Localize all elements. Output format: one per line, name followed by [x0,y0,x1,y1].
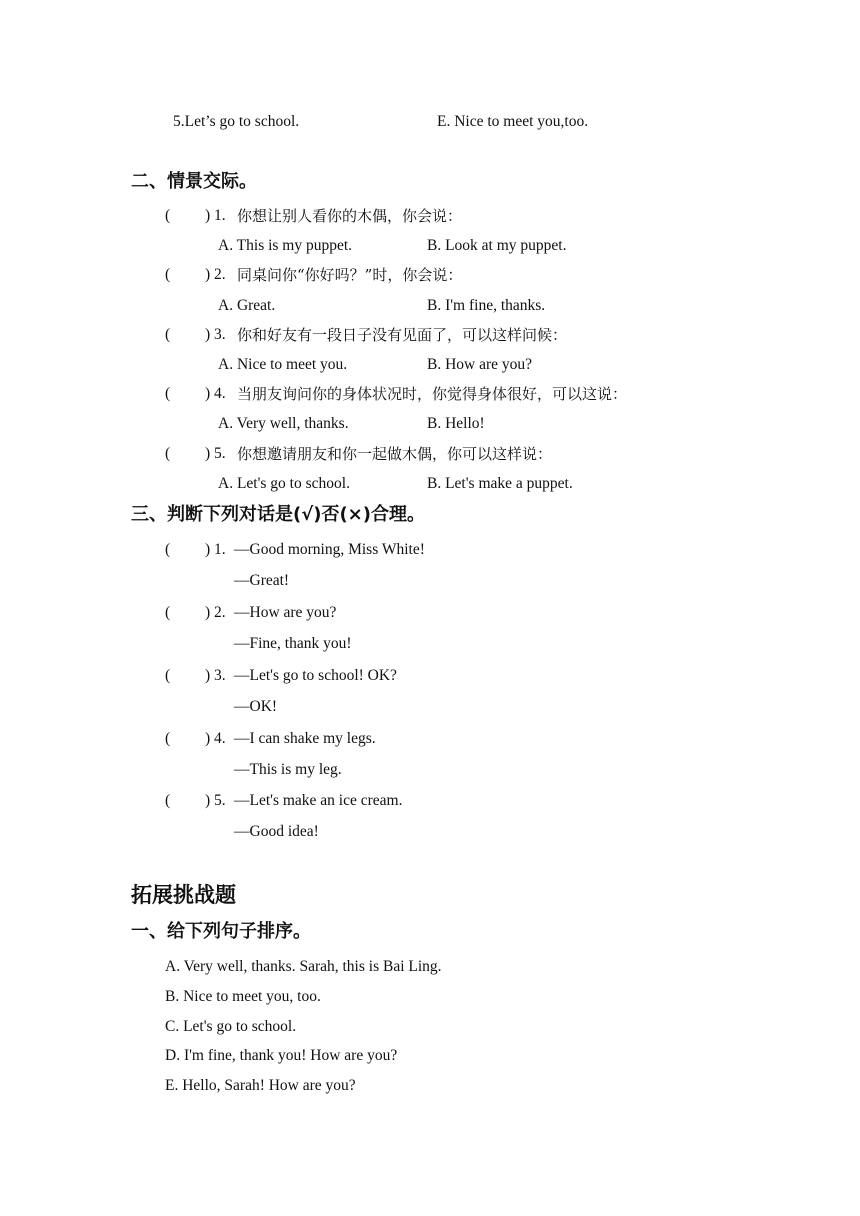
option-b: B. Hello! [427,415,485,432]
question-number: ) 1. [205,541,226,558]
answer-paren-open[interactable]: ( [165,730,171,747]
option-b: B. How are you? [427,356,533,373]
option-a: A. Great. [218,297,276,314]
question-text: 当朋友询问你的身体状况时，你觉得身体很好，可以这说： [237,385,628,403]
answer-paren-open[interactable]: ( [165,792,171,809]
option-b: B. Look at my puppet. [427,237,567,254]
answer-paren-open[interactable]: ( [165,604,171,621]
question-text: 你想邀请朋友和你一起做木偶，你可以这样说： [237,445,553,463]
question-number: ) 5. [205,445,226,462]
dialogue-line-2: —Good idea! [234,823,319,840]
answer-paren-open[interactable]: ( [165,385,171,402]
section-3-title: 三、判断下列对话是(√)否(×)合理。 [131,504,425,525]
sentence-e: E. Hello, Sarah! How are you? [165,1077,356,1094]
answer-paren-open[interactable]: ( [165,266,171,283]
option-a: A. Let's go to school. [218,475,350,492]
question-number: ) 3. [205,326,226,343]
dialogue-line-2: —OK! [234,698,278,715]
question-text: 同桌问你“你好吗？”时，你会说： [237,266,463,284]
option-b: B. Let's make a puppet. [427,475,573,492]
dialogue-line-1: —Good morning, Miss White! [234,541,425,558]
option-a: A. This is my puppet. [218,237,353,254]
dialogue-line-2: —Fine, thank you! [234,635,352,652]
dialogue-line-1: —How are you? [234,604,337,621]
question-number: ) 2. [205,604,226,621]
sentence-b: B. Nice to meet you, too. [165,988,321,1005]
dialogue-line-2: —Great! [234,572,290,589]
answer-paren-open[interactable]: ( [165,667,171,684]
question-text: 你想让别人看你的木偶，你会说： [237,207,463,225]
question-number: ) 4. [205,385,226,402]
dialogue-line-2: —This is my leg. [234,761,342,778]
matching-option-e: E. Nice to meet you,too. [437,113,589,130]
question-number: ) 1. [205,207,226,224]
section-2-title: 二、情景交际。 [131,171,257,192]
dialogue-line-1: —I can shake my legs. [234,730,376,747]
extension-title: 拓展挑战题 [131,883,236,907]
question-number: ) 2. [205,266,226,283]
extension-section-1-title: 一、给下列句子排序。 [131,921,311,942]
dialogue-line-1: —Let's go to school! OK? [234,667,397,684]
dialogue-line-1: —Let's make an ice cream. [234,792,403,809]
option-b: B. I'm fine, thanks. [427,297,546,314]
sentence-a: A. Very well, thanks. Sarah, this is Bai Ling. [165,958,442,975]
answer-paren-open[interactable]: ( [165,445,171,462]
sentence-d: D. I'm fine, thank you! How are you? [165,1047,398,1064]
answer-paren-open[interactable]: ( [165,207,171,224]
answer-paren-open[interactable]: ( [165,541,171,558]
question-number: ) 5. [205,792,226,809]
question-text: 你和好友有一段日子没有见面了，可以这样问候： [237,326,568,344]
question-number: ) 4. [205,730,226,747]
option-a: A. Nice to meet you. [218,356,348,373]
option-a: A. Very well, thanks. [218,415,349,432]
sentence-c: C. Let's go to school. [165,1018,297,1035]
question-number: ) 3. [205,667,226,684]
matching-item-5: 5.Let’s go to school. [173,113,300,130]
answer-paren-open[interactable]: ( [165,326,171,343]
